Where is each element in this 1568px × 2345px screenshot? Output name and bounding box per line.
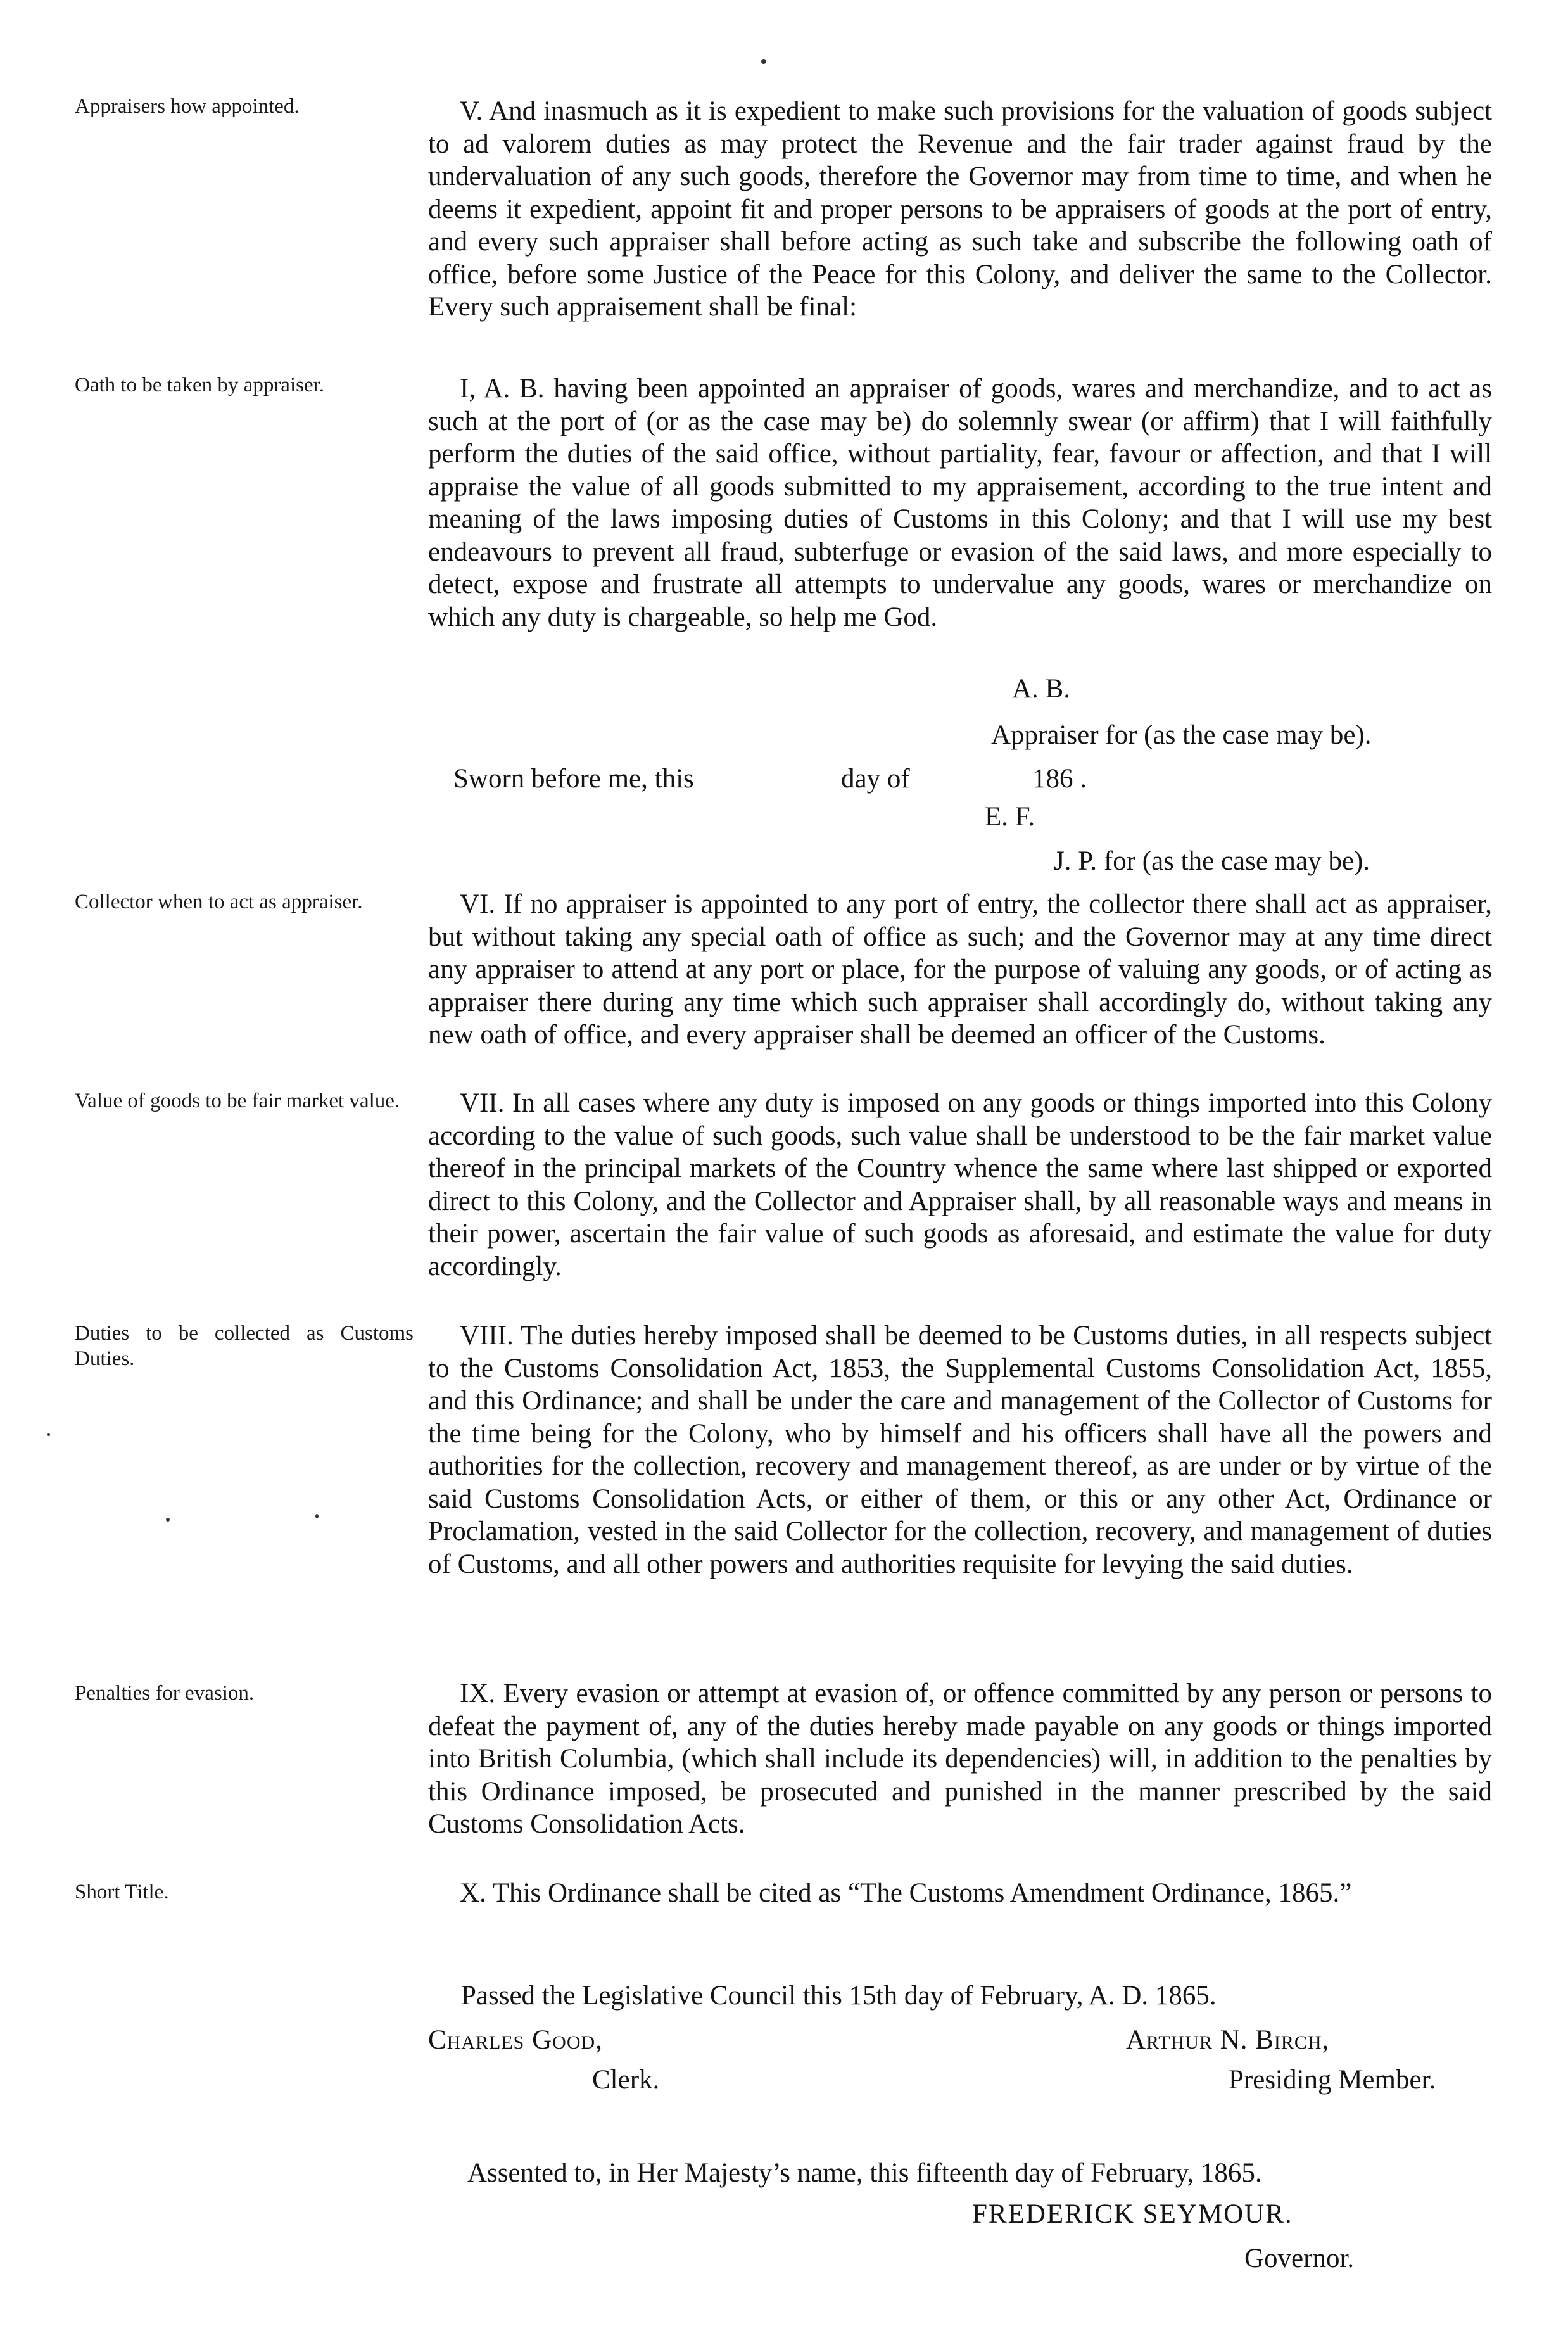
print-speck — [166, 1518, 170, 1522]
section-x-text: X. This Ordinance shall be cited as “The Customs Amendment Ordinance, 1865.” — [460, 1878, 1352, 1908]
section-v-text: V. And inasmuch as it is expedient to make such provisions for the valuation of goods subject to ad valorem duties as may protect the Revenue and the fair trader against fraud by the undervaluation of any such goods, therefore the Governor may from time to time, and when he deems it expedient, appoint fit and proper persons to be appraisers of goods at the port of entry, and every such appraiser shall before acting as such take and subscribe the following oath of office, before some Justice of the Peace for this Colony, and deliver the same to the Collector. Every such appraisement shall be final: — [428, 96, 1492, 322]
oath-sworn-before: Sworn before me, this — [453, 764, 694, 794]
margin-note-collector: Collector when to act as appraiser. — [75, 891, 363, 913]
margin-note-value: Value of goods to be fair market value. — [75, 1090, 400, 1112]
margin-note-penalties: Penalties for evasion. — [75, 1682, 255, 1705]
oath-appraiser-for: Appraiser for (as the case may be). — [991, 720, 1372, 750]
assent-line: Assented to, in Her Majesty’s name, this fifteenth day of February, 1865. — [467, 2158, 1262, 2188]
section-viii — [428, 1319, 1492, 1580]
oath-jp-for: J. P. for (as the case may be). — [1054, 846, 1370, 876]
section-v — [428, 95, 1492, 324]
section-vii-text: VII. In all cases where any duty is imposed on any goods or things imported into this Colony according to the value of such goods, such value shall be understood to be the fair market value thereof in the principal markets of the Country whence the same where last shipped or exported direct to this Colony, and the Collector and Appraiser shall, by all reasonable ways and means in their power, ascertain the fair value of such goods as aforesaid, and estimate the value for duty accordingly. — [428, 1088, 1492, 1281]
margin-note-duties: Duties to be collected as Customs Duties. — [75, 1322, 414, 1370]
margin-note-oath: Oath to be taken by appraiser. — [75, 374, 325, 397]
section-vi-text: VI. If no appraiser is appointed to any port of entry, the collector there shall act as appraiser, but without taking any special oath of office as such; and the Governor may at any time direct any appraiser to attend at any port or place, for the purpose of valuing any goods, or of acting as appraiser there during any time which such appraiser shall accordingly do, without taking any new oath of office, and every appraiser shall be deemed an officer of the Customs. — [428, 889, 1492, 1050]
oath-text-block — [428, 372, 1492, 633]
print-speck — [47, 1433, 50, 1436]
section-ix-text: IX. Every evasion or attempt at evasion of, or offence committed by any person or persons to defeat the payment of, any of the duties hereby made payable on any goods or things imported into British Columbia, (which shall include its dependencies) will, in addition to the penalties by this Ordinance imposed, be prosecuted and punished in the manner prescribed by the said Customs Consolidation Acts. — [428, 1679, 1492, 1839]
oath-text: I, A. B. having been appointed an appraiser of goods, wares and merchandize, and to act as such at the port of (or as the case may be) do solemnly swear (or affirm) that I will faithfully perform the duties of the said office, without partiality, fear, favour or affection, and that I will appraise the value of all goods submitted to my appraisement, according to the true intent and meaning of the laws imposing duties of Customs in this Colony; and that I will use my best endeavours to prevent all fraud, subterfuge or evasion of the said laws, and more especially to detect, expose and frustrate all attempts to undervalue any goods, wares or merchandize on which any duty is chargeable, so help me God. — [428, 374, 1492, 632]
clerk-name: Charles Good, — [428, 2025, 603, 2055]
oath-year: 186 . — [1032, 764, 1087, 794]
oath-signer: A. B. — [1012, 674, 1070, 704]
oath-jp-initials: E. F. — [985, 802, 1035, 832]
section-ix — [428, 1677, 1492, 1841]
section-viii-text: VIII. The duties hereby imposed shall be deemed to be Customs duties, in all respects subject to the Customs Consolidation Act, 1853, the Supplemental Customs Consolidation Act, 1855, and this Ordinance; and shall be under the care and management of the Collector of Customs for the time being for the Colony, who by himself and his officers shall have all the powers and authorities for the collection, recovery and management thereof, as are under or by virtue of the said Customs Consolidation Acts, or either of them, or this or any other Act, Ordinance or Proclamation, vested in the said Collector for the collection, recovery, and management of duties of Customs, and all other powers and authorities requisite for levying the said duties. — [428, 1321, 1492, 1579]
governor-title: Governor. — [1244, 2244, 1355, 2273]
section-vi — [428, 888, 1492, 1052]
clerk-title: Clerk. — [592, 2065, 660, 2095]
print-speck — [761, 59, 766, 64]
margin-note-short-title: Short Title. — [75, 1881, 169, 1903]
oath-day-of: day of — [841, 764, 910, 794]
print-speck — [315, 1514, 319, 1518]
governor-name: FREDERICK SEYMOUR. — [972, 2199, 1293, 2229]
section-vii — [428, 1087, 1492, 1283]
margin-note-appraisers: Appraisers how appointed. — [75, 95, 300, 118]
passed-council: Passed the Legislative Council this 15th day of February, A. D. 1865. — [461, 1981, 1217, 2011]
presiding-member-name: Arthur N. Birch, — [1126, 2025, 1330, 2055]
section-x — [428, 1877, 1492, 1910]
presiding-member-title: Presiding Member. — [1229, 2065, 1436, 2095]
